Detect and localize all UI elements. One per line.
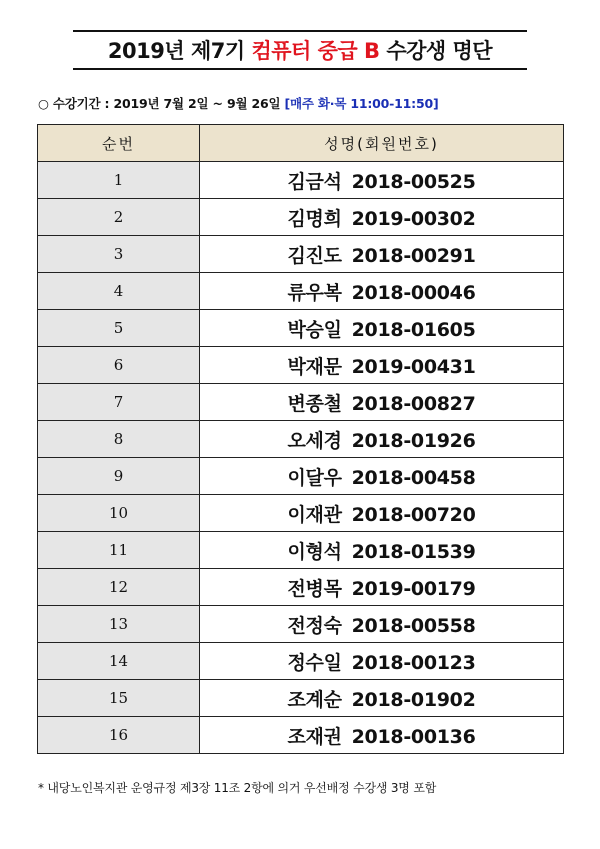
table-row: [38, 569, 564, 606]
member-cell: [200, 236, 564, 273]
member-name: 조계순: [287, 688, 342, 711]
row-number: 15: [38, 680, 200, 717]
table-row: [38, 199, 564, 236]
member-cell: [200, 347, 564, 384]
table-body: [38, 162, 564, 754]
member-id: 2018-01926: [351, 429, 476, 452]
member-cell: [200, 680, 564, 717]
table-row: [38, 495, 564, 532]
title-suffix: 수강생 명단: [386, 39, 493, 63]
table-row: [38, 310, 564, 347]
member-cell: [200, 199, 564, 236]
member-id: 2018-01605: [351, 318, 476, 341]
member-name: 조재권: [287, 725, 342, 748]
member-id: 2018-00123: [351, 651, 476, 674]
member-name: 정수일: [287, 651, 342, 674]
row-number: 6: [38, 347, 200, 384]
member-cell: [200, 717, 564, 754]
row-number: 11: [38, 532, 200, 569]
table-row: [38, 680, 564, 717]
member-name: 박재문: [287, 355, 342, 378]
student-roster-table: [37, 124, 564, 754]
member-name: 김진도: [287, 244, 342, 267]
table-row: [38, 421, 564, 458]
document-title: [73, 30, 527, 70]
member-id: 2018-00136: [351, 725, 476, 748]
member-id: 2018-01539: [351, 540, 476, 563]
table-row: [38, 606, 564, 643]
table-row: [38, 384, 564, 421]
member-cell: [200, 495, 564, 532]
row-number: 1: [38, 162, 200, 199]
row-number: 5: [38, 310, 200, 347]
row-number: 9: [38, 458, 200, 495]
member-id: 2019-00431: [351, 355, 476, 378]
member-cell: [200, 162, 564, 199]
member-cell: [200, 643, 564, 680]
table-row: [38, 532, 564, 569]
table-row: [38, 162, 564, 199]
table-row: [38, 643, 564, 680]
row-number: 2: [38, 199, 200, 236]
row-number: 14: [38, 643, 200, 680]
member-name: 박승일: [287, 318, 342, 341]
member-cell: [200, 458, 564, 495]
member-id: 2018-00558: [351, 614, 476, 637]
row-number: 16: [38, 717, 200, 754]
table-row: [38, 236, 564, 273]
member-name: 김금석: [287, 170, 342, 193]
member-id: 2018-00291: [351, 244, 476, 267]
member-name: 이형석: [287, 540, 342, 563]
member-name: 류우복: [287, 281, 342, 304]
row-number: 12: [38, 569, 200, 606]
member-id: 2018-00046: [351, 281, 476, 304]
row-number: 4: [38, 273, 200, 310]
member-id: 2018-00720: [351, 503, 476, 526]
row-number: 8: [38, 421, 200, 458]
table-row: [38, 717, 564, 754]
member-name: 변종철: [287, 392, 342, 415]
member-id: 2018-00458: [351, 466, 476, 489]
period-text: ○ 수강기간 : 2019년 7월 2일 ~ 9월 26일: [38, 96, 281, 111]
member-id: 2018-01902: [351, 688, 476, 711]
row-number: 3: [38, 236, 200, 273]
member-cell: [200, 569, 564, 606]
header-number: 순번: [38, 125, 200, 162]
table-row: [38, 458, 564, 495]
member-cell: [200, 273, 564, 310]
member-id: 2018-00525: [351, 170, 476, 193]
member-cell: [200, 384, 564, 421]
row-number: 13: [38, 606, 200, 643]
row-number: 7: [38, 384, 200, 421]
member-cell: [200, 421, 564, 458]
table-header-row: [38, 125, 564, 162]
course-period: [38, 94, 578, 112]
member-cell: [200, 606, 564, 643]
period-schedule: [매주 화·목 11:00-11:50]: [284, 96, 439, 111]
member-cell: [200, 310, 564, 347]
footnote: * 내당노인복지관 운영규정 제3장 11조 2항에 의거 우선배정 수강생 3명 포함: [38, 781, 437, 795]
member-name: 이달우: [287, 466, 342, 489]
member-id: 2019-00302: [351, 207, 476, 230]
member-id: 2018-00827: [351, 392, 476, 415]
table-row: [38, 273, 564, 310]
member-name: 전정숙: [287, 614, 342, 637]
member-name: 오세경: [287, 429, 342, 452]
member-cell: [200, 532, 564, 569]
table-row: [38, 347, 564, 384]
member-id: 2019-00179: [351, 577, 476, 600]
title-course-name: 컴퓨터 중급 B: [251, 39, 380, 63]
title-prefix: 2019년 제7기: [107, 39, 245, 63]
member-name: 이재관: [287, 503, 342, 526]
header-name: 성명(회원번호): [200, 125, 564, 162]
member-name: 김명희: [287, 207, 342, 230]
member-name: 전병목: [287, 577, 342, 600]
row-number: 10: [38, 495, 200, 532]
